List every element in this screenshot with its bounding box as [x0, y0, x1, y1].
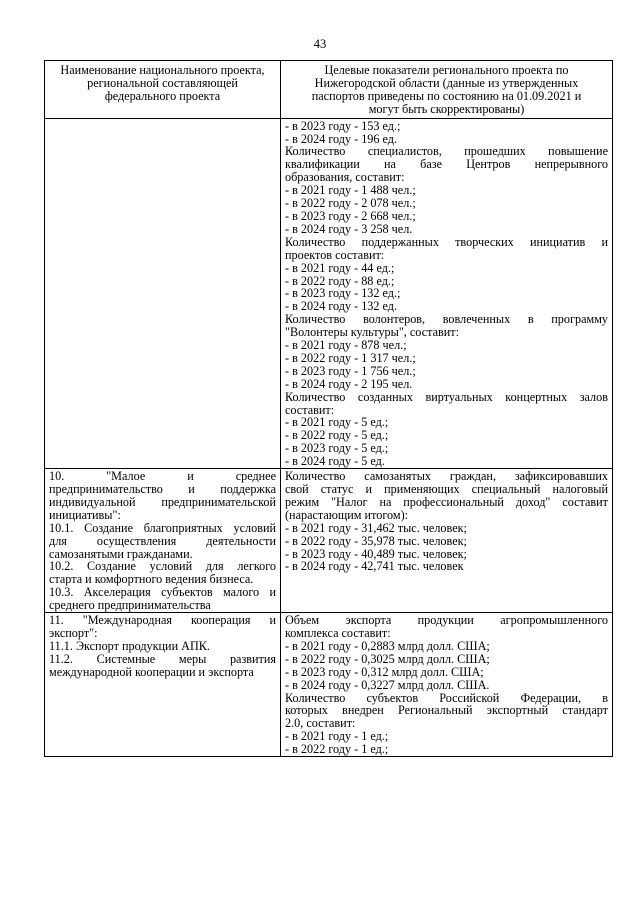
- text-line: - в 2023 году - 2 668 чел.;: [285, 208, 416, 223]
- text-line: - в 2023 году - 153 ед.;: [285, 118, 401, 133]
- project-cell: [45, 469, 281, 613]
- text-line: 10.2. Создание условий для легкого: [49, 559, 276, 574]
- text-line: самозанятыми гражданами.: [49, 546, 193, 561]
- text-line: среднего предпринимательства: [49, 598, 211, 613]
- indicators-cell: [281, 613, 613, 757]
- text-line: 11. "Международная кооперация и: [49, 613, 276, 628]
- text-line: - в 2021 году - 1 488 чел.;: [285, 183, 416, 198]
- text-line: инициативы":: [49, 507, 121, 522]
- text-line: - в 2024 году - 5 ед.: [285, 454, 385, 469]
- header-target-indicators: [281, 61, 613, 119]
- text-line: - в 2023 году - 132 ед.;: [285, 286, 401, 301]
- text-line: составит:: [285, 402, 335, 417]
- text-line: экспорт":: [49, 625, 98, 640]
- text-line: старта и комфортного ведения бизнеса.: [49, 572, 254, 587]
- header-project-name: [45, 61, 281, 119]
- text-line: 10. "Малое и среднее: [49, 469, 276, 484]
- text-line: - в 2024 году - 42,741 тыс. человек: [285, 559, 464, 574]
- table-header-row: [45, 61, 613, 119]
- text-line: - в 2021 году - 878 чел.;: [285, 338, 407, 353]
- text-line: Количество специалистов, прошедших повышение: [285, 144, 608, 159]
- indicators-table: [44, 60, 613, 757]
- text-line: для осуществления деятельности: [49, 533, 276, 548]
- table-row: [45, 613, 613, 757]
- text-line: Количество поддержанных творческих инициатив и: [285, 234, 608, 249]
- text-line: - в 2022 году - 1 ед.;: [285, 742, 389, 757]
- text-line: квалификации на базе Центров непрерывного: [285, 157, 608, 172]
- text-line: Количество волонтеров, вовлеченных в программу: [285, 312, 608, 327]
- text-line: 2.0, составит:: [285, 716, 356, 731]
- table-row: [45, 469, 613, 613]
- text-line: 10.1. Создание благоприятных условий: [49, 520, 276, 535]
- text-line: - в 2022 году - 35,978 тыс. человек;: [285, 533, 467, 548]
- text-line: свой статус и применяющих специальный налоговый: [285, 482, 608, 496]
- text-line: 11.2. Системные меры развития: [49, 651, 276, 666]
- text-line: - в 2022 году - 88 ед.;: [285, 273, 395, 288]
- text-line: Количество самозанятых граждан, зафиксировавших: [285, 469, 608, 484]
- text-line: Количество субъектов Российской Федерации, в: [285, 690, 608, 705]
- text-line: "Волонтеры культуры", составит:: [285, 325, 459, 340]
- indicators-cell: [281, 469, 613, 613]
- text-line: - в 2022 году - 1 317 чел.;: [285, 350, 416, 365]
- text-line: - в 2021 году - 0,2883 млрд долл. США;: [285, 638, 490, 653]
- text-line: - в 2024 году - 3 258 чел.: [285, 221, 413, 236]
- text-line: - в 2022 году - 5 ед.;: [285, 428, 389, 443]
- text-line: Количество созданных виртуальных концертных залов: [285, 389, 608, 404]
- text-line: - в 2024 году - 2 195 чел.: [285, 376, 413, 391]
- header-line: Целевые показатели регионального проекта по: [324, 63, 569, 77]
- text-line: - в 2021 году - 44 ед.;: [285, 260, 395, 275]
- text-line: - в 2023 году - 0,312 млрд долл. США;: [285, 664, 484, 679]
- indicators-cell: [281, 118, 613, 468]
- project-cell: [45, 613, 281, 757]
- table-row: [45, 118, 613, 468]
- text-line: (нарастающим итогом):: [285, 507, 409, 522]
- text-line: - в 2023 году - 40,489 тыс. человек;: [285, 546, 467, 561]
- text-line: - в 2023 году - 5 ед.;: [285, 441, 389, 456]
- text-line: режим "Налог на профессиональный доход" составит: [285, 494, 608, 509]
- text-line: комплекса составит:: [285, 625, 391, 640]
- text-line: - в 2021 году - 1 ед.;: [285, 729, 389, 744]
- text-line: индивидуальной предпринимательской: [49, 494, 276, 509]
- text-line: проектов составит:: [285, 247, 385, 262]
- text-line: 10.3. Акселерация субъектов малого и: [49, 585, 276, 600]
- text-line: - в 2022 году - 2 078 чел.;: [285, 196, 416, 211]
- text-line: - в 2022 году - 0,3025 млрд долл. США;: [285, 651, 490, 666]
- header-line: Наименование национального проекта,: [60, 63, 265, 77]
- page-number: 43: [313, 37, 327, 51]
- text-line: которых внедрен Региональный экспортный стандарт: [285, 703, 608, 718]
- text-line: образования, составит:: [285, 170, 405, 185]
- header-line: региональной составляющей: [87, 75, 238, 90]
- header-line: могут быть скорректированы): [368, 101, 525, 116]
- header-line: паспортов приведены по состоянию на 01.09.2021 и: [311, 88, 582, 103]
- text-line: - в 2021 году - 5 ед.;: [285, 415, 389, 430]
- header-line: Нижегородской области (данные из утвержденных: [314, 75, 579, 90]
- text-line: - в 2024 году - 0,3227 млрд долл. США.: [285, 677, 490, 692]
- text-line: 11.1. Экспорт продукции АПК.: [49, 638, 210, 653]
- text-line: Объем экспорта продукции агропромышленного: [285, 613, 608, 628]
- text-line: - в 2024 году - 196 ед.: [285, 131, 398, 146]
- text-line: предпринимательство и поддержка: [49, 482, 276, 496]
- project-cell: [45, 118, 281, 468]
- header-line: федерального проекта: [104, 88, 221, 103]
- text-line: международной кооперации и экспорта: [49, 664, 254, 679]
- text-line: - в 2024 году - 132 ед.: [285, 299, 398, 314]
- text-line: - в 2021 году - 31,462 тыс. человек;: [285, 520, 467, 535]
- text-line: - в 2023 году - 1 756 чел.;: [285, 363, 416, 378]
